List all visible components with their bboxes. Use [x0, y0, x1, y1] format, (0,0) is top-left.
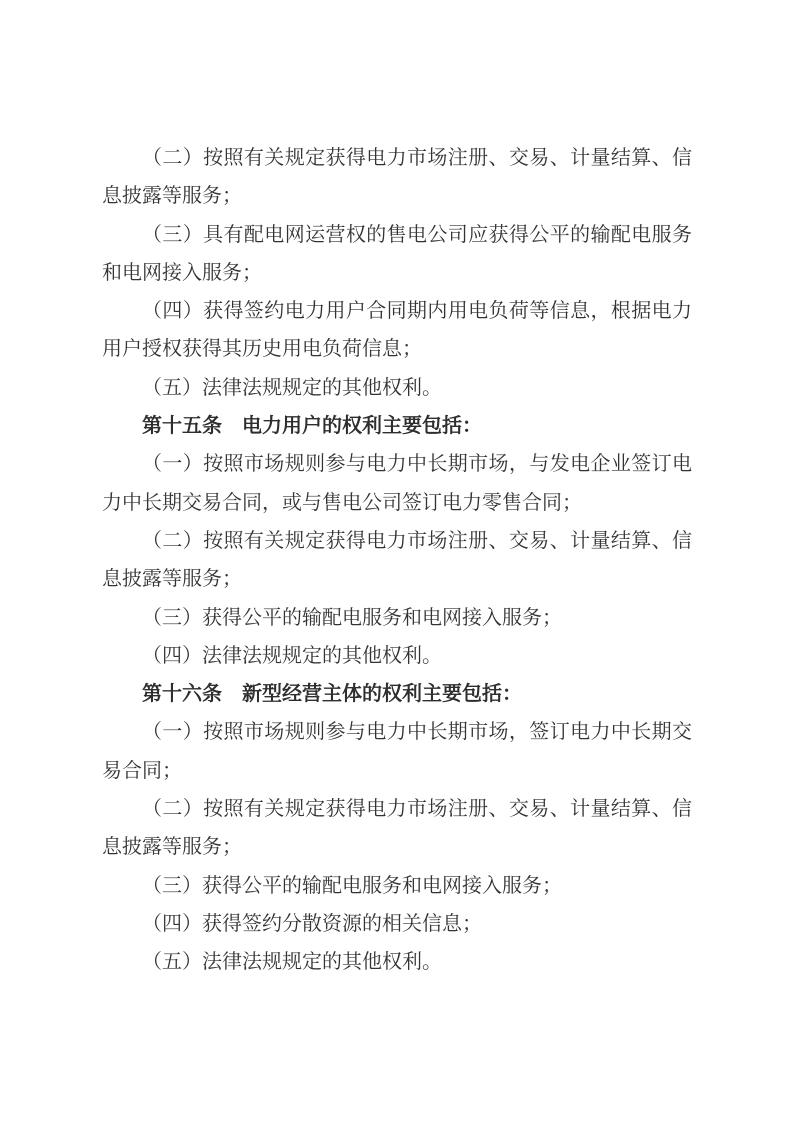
- paragraph-line: 息披露等服务；: [102, 834, 242, 859]
- paragraph-line: 易合同；: [102, 757, 182, 782]
- paragraph-line: 和电网接入服务；: [102, 259, 262, 284]
- paragraph-line: （四）获得签约电力用户合同期内用电负荷等信息，根据电力: [142, 298, 692, 323]
- paragraph-line: （四）法律法规规定的其他权利。: [142, 642, 442, 667]
- paragraph-line: 息披露等服务；: [102, 183, 242, 208]
- article-heading: [102, 406, 692, 444]
- article-number: 第十五条: [142, 413, 222, 438]
- paragraph-line: （二）按照有关规定获得电力市场注册、交易、计量结算、信: [142, 527, 692, 552]
- paragraph-line: 力中长期交易合同，或与售电公司签订电力零售合同；: [102, 489, 582, 514]
- document-body: [102, 138, 692, 981]
- article-heading: [102, 674, 692, 712]
- paragraph-line: （五）法律法规规定的其他权利。: [142, 374, 442, 399]
- article-number: 第十六条: [142, 681, 222, 706]
- paragraph-line: （二）按照有关规定获得电力市场注册、交易、计量结算、信: [142, 145, 692, 169]
- paragraph-line: （三）获得公平的输配电服务和电网接入服务；: [142, 604, 562, 629]
- paragraph-line: 息披露等服务；: [102, 566, 242, 591]
- paragraph-line: （三）获得公平的输配电服务和电网接入服务；: [142, 872, 562, 897]
- paragraph-line: 用户授权获得其历史用电负荷信息；: [102, 336, 422, 361]
- paragraph-line: （一）按照市场规则参与电力中长期市场，与发电企业签订电: [142, 451, 692, 476]
- paragraph-line: （一）按照市场规则参与电力中长期市场，签订电力中长期交: [142, 719, 692, 744]
- paragraph-line: （四）获得签约分散资源的相关信息；: [142, 910, 482, 935]
- paragraph-line: （五）法律法规规定的其他权利。: [142, 949, 442, 974]
- paragraph-line: （二）按照有关规定获得电力市场注册、交易、计量结算、信: [142, 796, 692, 821]
- article-title: 电力用户的权利主要包括：: [242, 413, 482, 438]
- paragraph-line: （三）具有配电网运营权的售电公司应获得公平的输配电服务: [142, 221, 692, 246]
- article-title: 新型经营主体的权利主要包括：: [242, 681, 522, 706]
